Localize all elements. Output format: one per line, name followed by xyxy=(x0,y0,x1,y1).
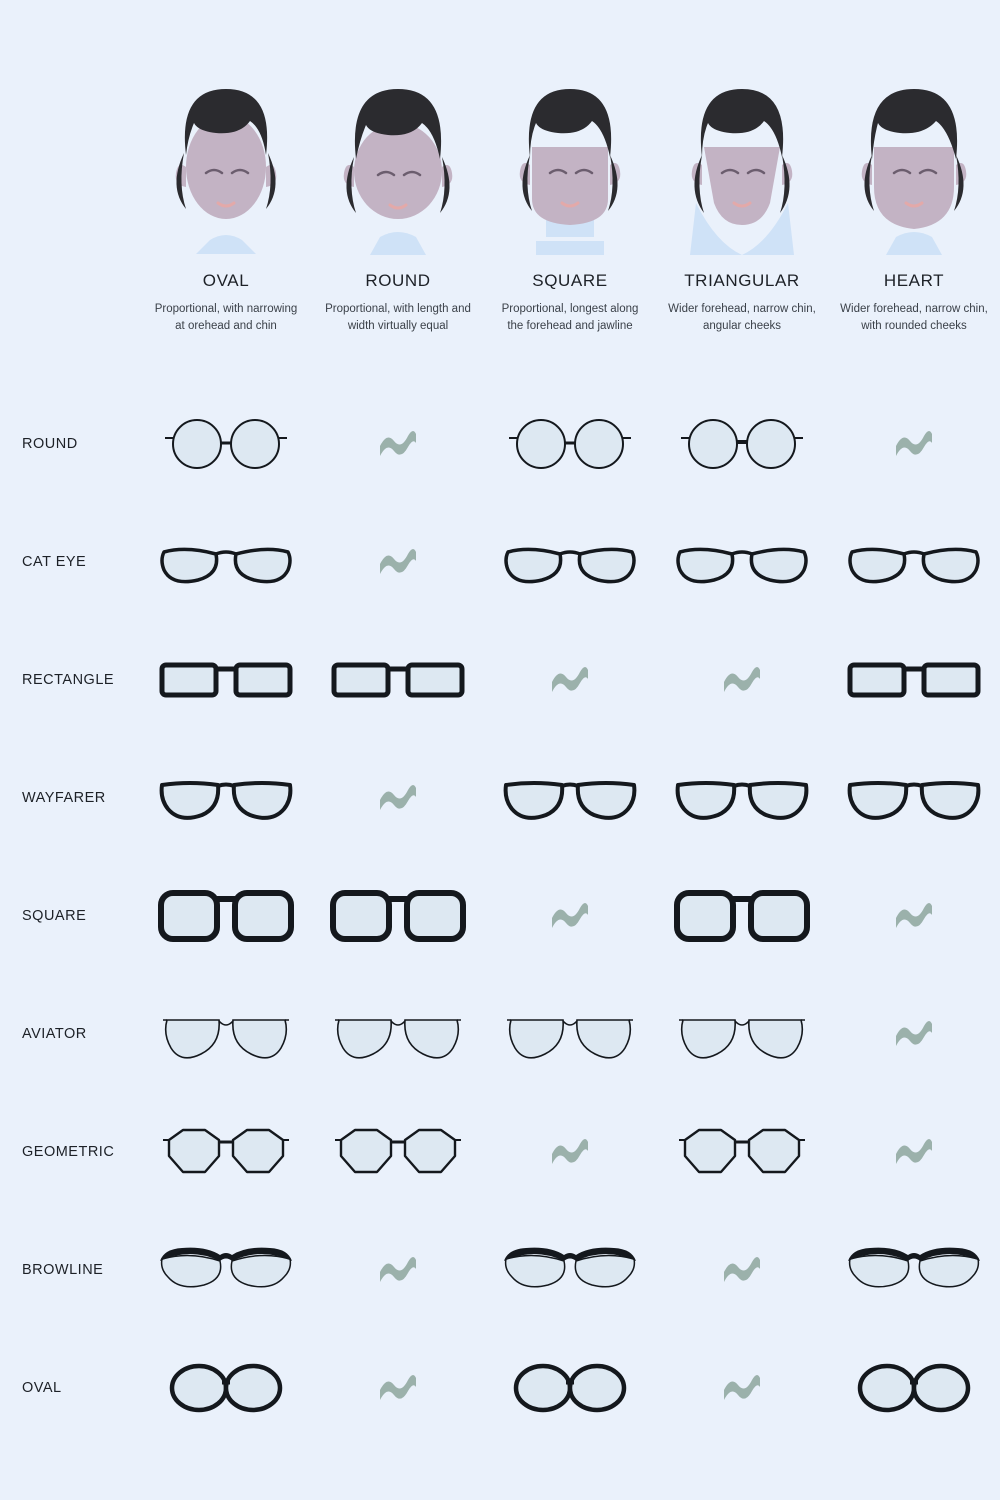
matrix-cell-cateye-square xyxy=(484,503,656,621)
frame-style-matrix xyxy=(0,385,1000,1447)
face-shape-column xyxy=(828,55,1000,334)
matrix-cell-oval-square xyxy=(484,1329,656,1447)
matrix-cell-square-square xyxy=(484,857,656,975)
frame-style-label: ROUND xyxy=(22,436,78,452)
table-row xyxy=(0,739,1000,857)
table-row xyxy=(0,385,1000,503)
matrix-cell-geometric-triangular xyxy=(656,1093,828,1211)
face-shape-name: ROUND xyxy=(365,271,431,290)
matrix-cell-aviator-heart xyxy=(828,975,1000,1093)
matrix-cell-cateye-heart xyxy=(828,503,1000,621)
matrix-cell-round-square xyxy=(484,385,656,503)
face-round-illustration xyxy=(312,55,484,255)
face-shape-column xyxy=(484,55,656,334)
matrix-cell-round-triangular xyxy=(656,385,828,503)
face-shape-description: Wider forehead, narrow chin, with rounded cheeks xyxy=(840,303,988,332)
face-shape-description: Proportional, with narrowing at orehead and chin xyxy=(154,303,298,332)
matrix-cell-square-round xyxy=(312,857,484,975)
table-row xyxy=(0,503,1000,621)
matrix-cell-browline-heart xyxy=(828,1211,1000,1329)
face-shape-description: Proportional, with length and width virtually equal xyxy=(325,303,471,332)
matrix-cell-aviator-oval xyxy=(140,975,312,1093)
matrix-cell-round-oval xyxy=(140,385,312,503)
squiggle-icon xyxy=(376,784,420,812)
squiggle-icon xyxy=(376,430,420,458)
squiggle-icon xyxy=(548,1138,592,1166)
matrix-cell-rectangle-round xyxy=(312,621,484,739)
matrix-cell-square-oval xyxy=(140,857,312,975)
face-shapes-header xyxy=(140,55,1000,334)
matrix-cell-cateye-round xyxy=(312,503,484,621)
face-shape-name: SQUARE xyxy=(532,271,608,290)
table-row xyxy=(0,975,1000,1093)
squiggle-icon xyxy=(892,430,936,458)
squiggle-icon xyxy=(376,548,420,576)
matrix-cell-round-heart xyxy=(828,385,1000,503)
frame-style-label: SQUARE xyxy=(22,908,87,924)
matrix-cell-aviator-square xyxy=(484,975,656,1093)
face-shape-description: Wider forehead, narrow chin, angular cheeks xyxy=(668,303,816,332)
table-row xyxy=(0,621,1000,739)
matrix-cell-oval-oval xyxy=(140,1329,312,1447)
squiggle-icon xyxy=(548,902,592,930)
matrix-cell-round-round xyxy=(312,385,484,503)
matrix-cell-oval-triangular xyxy=(656,1329,828,1447)
matrix-cell-rectangle-triangular xyxy=(656,621,828,739)
matrix-cell-wayfarer-oval xyxy=(140,739,312,857)
frame-style-label: CAT EYE xyxy=(22,554,87,570)
matrix-cell-aviator-round xyxy=(312,975,484,1093)
squiggle-icon xyxy=(376,1374,420,1402)
matrix-cell-geometric-heart xyxy=(828,1093,1000,1211)
face-oval-illustration xyxy=(140,55,312,255)
matrix-cell-rectangle-oval xyxy=(140,621,312,739)
matrix-cell-square-triangular xyxy=(656,857,828,975)
table-row xyxy=(0,1093,1000,1211)
frame-style-label: AVIATOR xyxy=(22,1026,87,1042)
face-square-illustration xyxy=(484,55,656,255)
face-shape-column xyxy=(656,55,828,334)
face-shape-name: OVAL xyxy=(202,271,250,290)
matrix-cell-cateye-oval xyxy=(140,503,312,621)
squiggle-icon xyxy=(548,666,592,694)
squiggle-icon xyxy=(720,1256,764,1284)
matrix-cell-geometric-oval xyxy=(140,1093,312,1211)
frame-style-label: RECTANGLE xyxy=(22,672,115,688)
matrix-cell-rectangle-heart xyxy=(828,621,1000,739)
face-triangular-illustration xyxy=(656,55,828,255)
face-shape-column xyxy=(140,55,312,334)
table-row xyxy=(0,1211,1000,1329)
table-row xyxy=(0,857,1000,975)
matrix-cell-browline-square xyxy=(484,1211,656,1329)
face-shape-description: Proportional, longest along the forehead and jawline xyxy=(501,303,639,332)
matrix-cell-wayfarer-heart xyxy=(828,739,1000,857)
matrix-cell-wayfarer-round xyxy=(312,739,484,857)
face-heart-illustration xyxy=(828,55,1000,255)
squiggle-icon xyxy=(720,1374,764,1402)
matrix-cell-geometric-round xyxy=(312,1093,484,1211)
frame-style-label: GEOMETRIC xyxy=(22,1144,115,1160)
matrix-cell-geometric-square xyxy=(484,1093,656,1211)
matrix-cell-rectangle-square xyxy=(484,621,656,739)
matrix-cell-oval-heart xyxy=(828,1329,1000,1447)
squiggle-icon xyxy=(892,902,936,930)
frame-style-label: BROWLINE xyxy=(22,1262,104,1278)
squiggle-icon xyxy=(720,666,764,694)
matrix-cell-cateye-triangular xyxy=(656,503,828,621)
matrix-cell-wayfarer-square xyxy=(484,739,656,857)
face-shape-name: TRIANGULAR xyxy=(684,271,800,290)
face-shape-column xyxy=(312,55,484,334)
table-row xyxy=(0,1329,1000,1447)
squiggle-icon xyxy=(892,1138,936,1166)
matrix-cell-square-heart xyxy=(828,857,1000,975)
matrix-cell-browline-oval xyxy=(140,1211,312,1329)
frame-style-label: OVAL xyxy=(22,1380,62,1396)
matrix-cell-wayfarer-triangular xyxy=(656,739,828,857)
squiggle-icon xyxy=(376,1256,420,1284)
frame-style-label: WAYFARER xyxy=(22,790,106,806)
face-shape-name: HEART xyxy=(883,271,945,290)
squiggle-icon xyxy=(892,1020,936,1048)
matrix-cell-aviator-triangular xyxy=(656,975,828,1093)
matrix-cell-oval-round xyxy=(312,1329,484,1447)
matrix-cell-browline-triangular xyxy=(656,1211,828,1329)
matrix-cell-browline-round xyxy=(312,1211,484,1329)
